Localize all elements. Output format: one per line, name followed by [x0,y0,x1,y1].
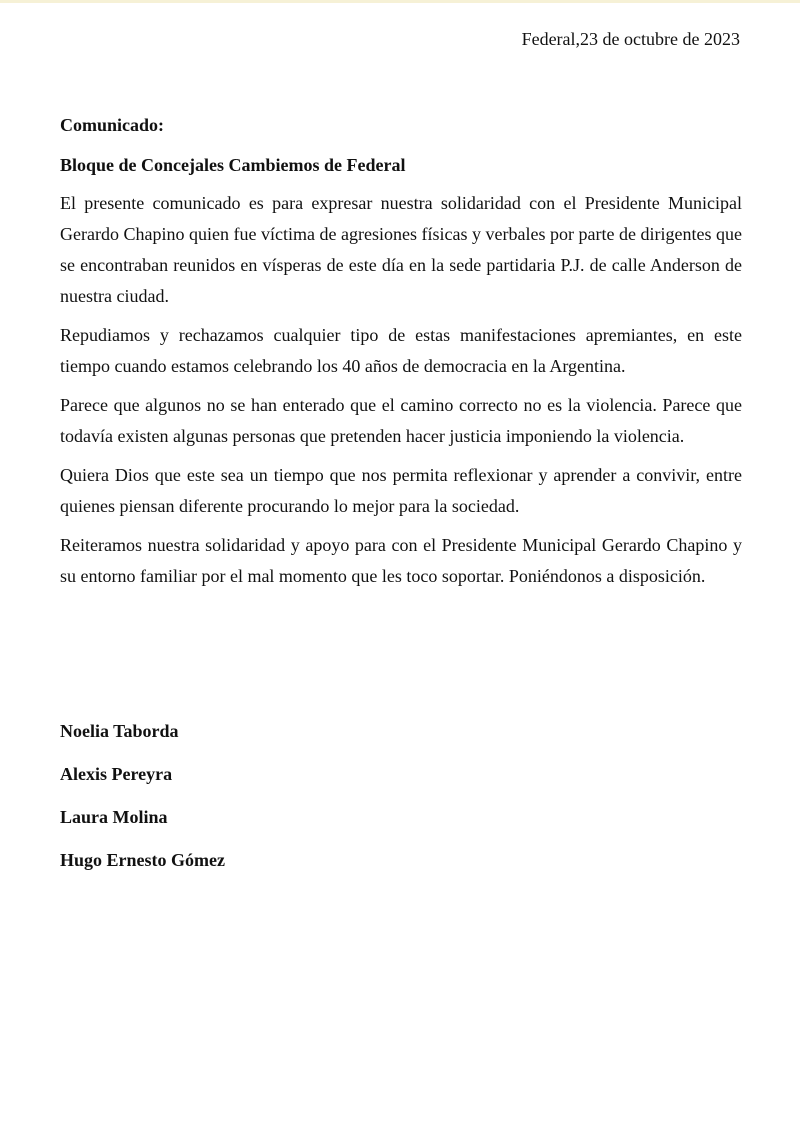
paragraph-repudiation: Repudiamos y rechazamos cualquier tipo de estas manifestaciones apremiantes, en este tiempo cuando estamos celebrando los 40 años de democracia en la Argentina. [60,325,742,376]
document-body [60,114,742,600]
document-heading: Comunicado: [60,115,165,135]
signature-name: Alexis Pereyra [60,764,173,784]
paragraph-violence: Parece que algunos no se han enterado que el camino correcto no es la violencia. Parece que todavía existen algunas personas que pretenden hacer justicia imponiendo la violencia. [60,395,742,446]
paragraph-reflection: Quiera Dios que este sea un tiempo que nos permita reflexionar y aprender a convivir, entre quienes piensan diferente procurando lo mejor para la sociedad. [60,465,742,516]
document-subheading: Bloque de Concejales Cambiemos de Federal [60,155,406,175]
signature-name: Hugo Ernesto Gómez [60,850,225,870]
paragraph-support: Reiteramos nuestra solidaridad y apoyo para con el Presidente Municipal Gerardo Chapino y su entorno familiar por el mal momento que les toco soportar. Poniéndonos a disposición. [60,535,742,586]
paragraph-solidarity: El presente comunicado es para expresar nuestra solidaridad con el Presidente Municipal Gerardo Chapino quien fue víctima de agresiones físicas y verbales por parte de dirigentes que se encontraban reunidos en vísperas de este día en la sede partidaria P.J. de calle Anderson de nuestra ciudad. [60,193,742,306]
signature-name: Laura Molina [60,807,168,827]
signature-name: Noelia Taborda [60,721,179,741]
page-top-edge [0,0,800,3]
document-date: Federal,23 de octubre de 2023 [521,29,740,49]
signature-list [60,720,460,892]
